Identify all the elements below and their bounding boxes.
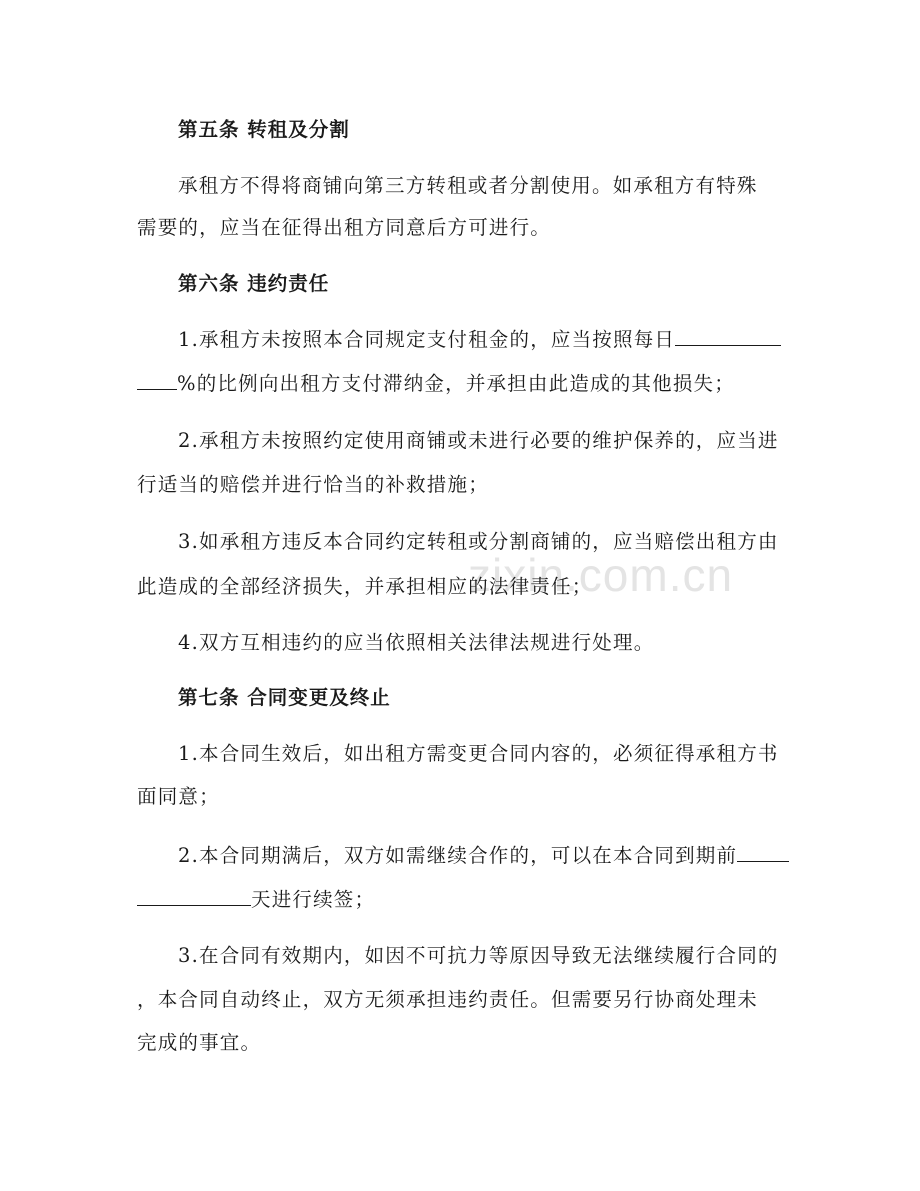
renewal-days-blank [737, 841, 789, 862]
article-6-item-2-line-1: 2.承租方未按照约定使用商铺或未进行必要的维护保养的，应当进 [178, 429, 779, 452]
article-7-item-3-line-3: 完成的事宜。 [137, 1031, 262, 1054]
article-7-item-1-line-2: 面同意； [137, 785, 220, 808]
article-5-paragraph-line-2: 需要的，应当在征得出租方同意后方可进行。 [137, 216, 552, 239]
article-6-item-3-line-2: 此造成的全部经济损失，并承担相应的法律责任； [137, 575, 593, 598]
late-fee-rate-blank [675, 325, 781, 346]
article-6-heading: 第六条 违约责任 [178, 272, 330, 295]
article-7-item-2-suffix: 天进行续签； [251, 888, 376, 911]
article-6-item-1-text: 1.承租方未按照本合同规定支付租金的，应当按照每日 [178, 328, 676, 351]
article-6-item-2-line-2: 行适当的赔偿并进行恰当的补救措施； [137, 473, 489, 496]
renewal-days-blank-continued [137, 885, 251, 906]
article-7-item-3-line-1: 3.在合同有效期内，如因不可抗力等原因导致无法继续履行合同的 [178, 944, 779, 967]
late-fee-rate-blank-continued [137, 369, 177, 390]
article-5-paragraph-line-1: 承租方不得将商铺向第三方转租或者分割使用。如承租方有特殊 [178, 174, 758, 197]
article-6-item-3-line-1: 3.如承租方违反本合同约定转租或分割商铺的，应当赔偿出租方由 [178, 530, 779, 553]
article-7-heading: 第七条 合同变更及终止 [178, 686, 391, 709]
article-6-item-1-line-1 [178, 325, 798, 354]
article-6-item-1-line-2 [137, 369, 797, 398]
article-6-item-4-line-1: 4.双方互相违约的应当依照相关法律法规进行处理。 [178, 631, 655, 654]
article-7-item-2-line-1 [178, 841, 798, 870]
article-6-item-1-suffix: %的比例向出租方支付滞纳金，并承担由此造成的其他损失； [177, 372, 735, 395]
watermark: zixin.com.cn [468, 549, 734, 601]
article-7-item-3-line-2: ，本合同自动终止，双方无须承担违约责任。但需要另行协商处理未 [137, 988, 759, 1011]
article-7-item-2-text: 2.本合同期满后，双方如需继续合作的，可以在本合同到期前 [178, 844, 738, 867]
article-7-item-2-line-2 [137, 885, 797, 914]
article-7-item-1-line-1: 1.本合同生效后，如出租方需变更合同内容的，必须征得承租方书 [178, 742, 779, 765]
article-5-heading: 第五条 转租及分割 [178, 118, 350, 141]
